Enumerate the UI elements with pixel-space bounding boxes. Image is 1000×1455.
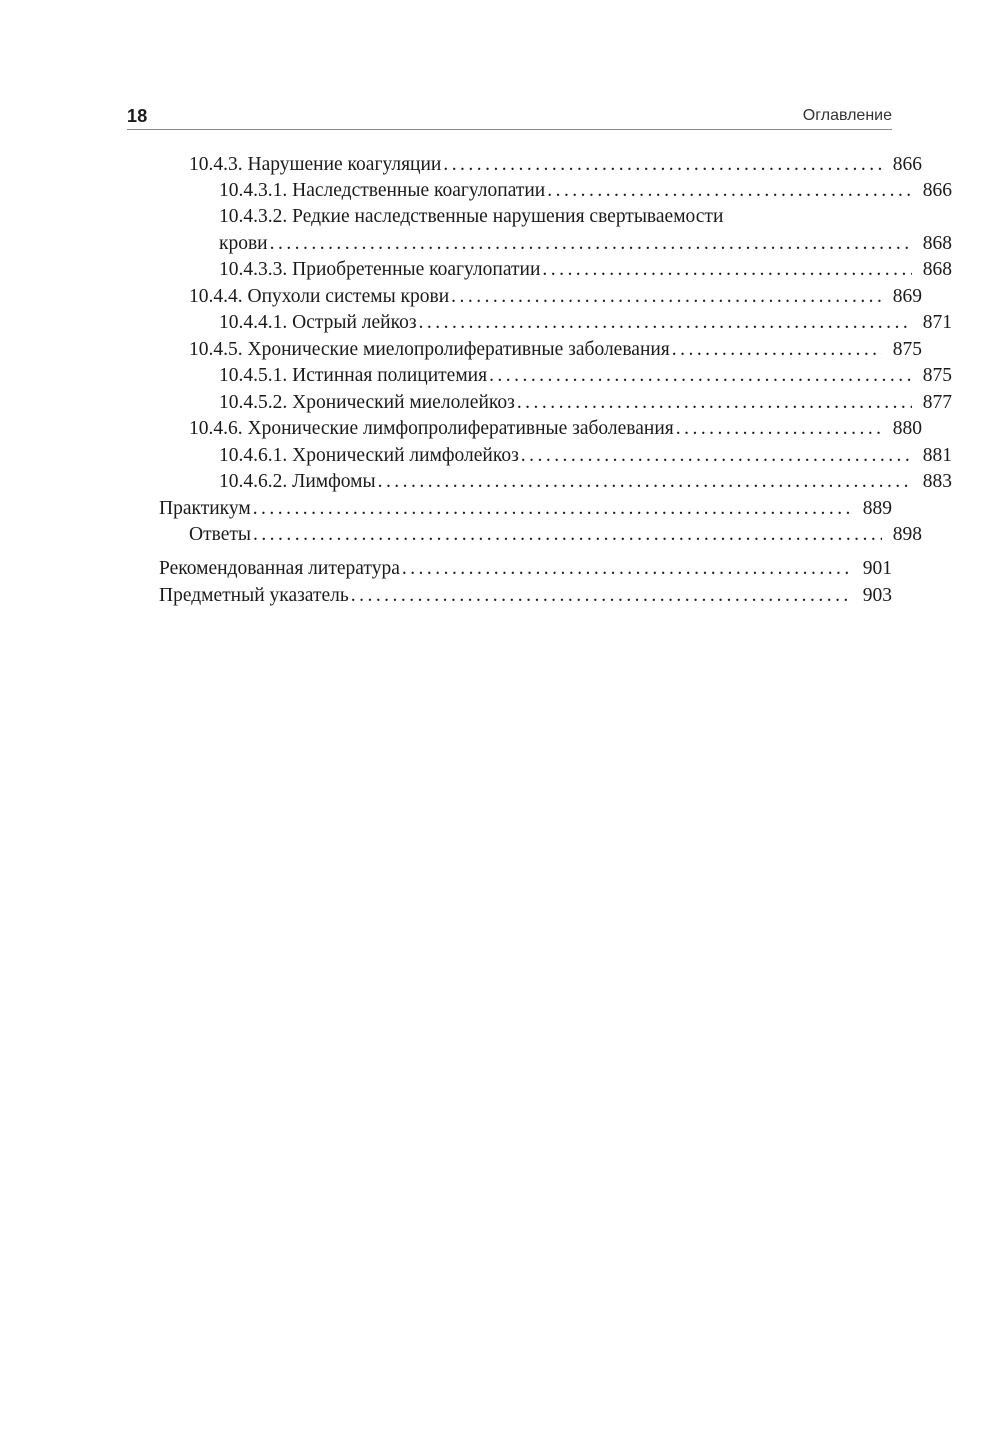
toc-entry-page: 866 bbox=[922, 180, 952, 201]
toc-entry[interactable] bbox=[159, 178, 952, 204]
toc-entry-page: 883 bbox=[922, 471, 952, 492]
toc-entry[interactable] bbox=[159, 522, 922, 548]
toc-entry-title-continuation: крови bbox=[219, 233, 268, 254]
toc-entry-title: 10.4.3.2. Редкие наследственные нарушения свертываемости bbox=[219, 206, 724, 227]
toc-entry-title: 10.4.5.2. Хронический миелолейкоз bbox=[219, 392, 515, 413]
toc-entry-page: 903 bbox=[862, 585, 892, 606]
dot-leader bbox=[443, 152, 882, 178]
toc-entry[interactable] bbox=[159, 416, 922, 442]
dot-leader bbox=[253, 522, 882, 548]
dot-leader bbox=[489, 363, 912, 389]
page-header bbox=[127, 103, 892, 130]
toc-entry[interactable] bbox=[159, 284, 922, 310]
toc-entry-page: 875 bbox=[922, 365, 952, 386]
toc-entry-page: 869 bbox=[892, 286, 922, 307]
toc-entry[interactable] bbox=[159, 496, 892, 522]
toc-entry-title: 10.4.6.2. Лимфомы bbox=[219, 471, 376, 492]
dot-leader bbox=[547, 178, 912, 204]
toc-entry-continuation[interactable] bbox=[159, 231, 952, 257]
dot-leader bbox=[676, 416, 882, 442]
dot-leader bbox=[517, 390, 912, 416]
toc-entry[interactable] bbox=[159, 310, 952, 336]
toc-entry-title: 10.4.5.1. Истинная полицитемия bbox=[219, 365, 488, 386]
toc-entry[interactable] bbox=[159, 363, 952, 389]
toc-entry-title: 10.4.4.1. Острый лейкоз bbox=[219, 312, 417, 333]
dot-leader bbox=[672, 337, 882, 363]
toc-entry-page: 877 bbox=[922, 392, 952, 413]
dot-leader bbox=[253, 496, 852, 522]
dot-leader bbox=[542, 257, 912, 283]
toc-entry-page: 889 bbox=[862, 498, 892, 519]
toc-entry-title: 10.4.3.1. Наследственные коагулопатии bbox=[219, 180, 546, 201]
toc-entry-title: 10.4.3. Нарушение коагуляции bbox=[189, 154, 442, 175]
toc-entry[interactable] bbox=[159, 390, 952, 416]
toc-entry-title: Рекомендованная литература bbox=[159, 558, 400, 579]
toc-entry-title: 10.4.5. Хронические миелопролиферативные заболевания bbox=[189, 339, 670, 360]
toc-entry-page: 898 bbox=[892, 524, 922, 545]
toc-entry-page: 866 bbox=[892, 154, 922, 175]
dot-leader bbox=[378, 469, 912, 495]
toc-entry[interactable] bbox=[159, 204, 952, 230]
dot-leader bbox=[419, 310, 912, 336]
toc-entry[interactable] bbox=[159, 469, 952, 495]
toc-entry-page: 880 bbox=[892, 418, 922, 439]
dot-leader bbox=[451, 284, 882, 310]
toc-entry-title: Предметный указатель bbox=[159, 585, 349, 606]
toc-entry-title: 10.4.3.3. Приобретенные коагулопатии bbox=[219, 259, 541, 280]
toc-entry-page: 868 bbox=[922, 233, 952, 254]
toc-entry-page: 875 bbox=[892, 339, 922, 360]
toc-entry-title: 10.4.6.1. Хронический лимфолейкоз bbox=[219, 445, 519, 466]
dot-leader bbox=[402, 556, 852, 582]
toc-entry[interactable] bbox=[159, 152, 922, 178]
running-title: Оглавление bbox=[802, 107, 892, 124]
dot-leader bbox=[270, 231, 912, 257]
toc-entry[interactable] bbox=[159, 556, 892, 582]
toc-entry-page: 868 bbox=[922, 259, 952, 280]
page-number: 18 bbox=[127, 106, 148, 126]
dot-leader bbox=[351, 583, 852, 609]
dot-leader bbox=[521, 443, 912, 469]
toc-entry-title: 10.4.6. Хронические лимфопролиферативные заболевания bbox=[189, 418, 674, 439]
toc-entry-page: 881 bbox=[922, 445, 952, 466]
toc-entry[interactable] bbox=[159, 583, 892, 609]
toc-entry[interactable] bbox=[159, 443, 952, 469]
toc-entry-page: 901 bbox=[862, 558, 892, 579]
toc-entry-title: Практикум bbox=[159, 498, 251, 519]
toc-entry-title: 10.4.4. Опухоли системы крови bbox=[189, 286, 450, 307]
toc-entry-page: 871 bbox=[922, 312, 952, 333]
toc-entry[interactable] bbox=[159, 337, 922, 363]
toc-entry-title: Ответы bbox=[189, 524, 251, 545]
toc-entry[interactable] bbox=[159, 257, 952, 283]
